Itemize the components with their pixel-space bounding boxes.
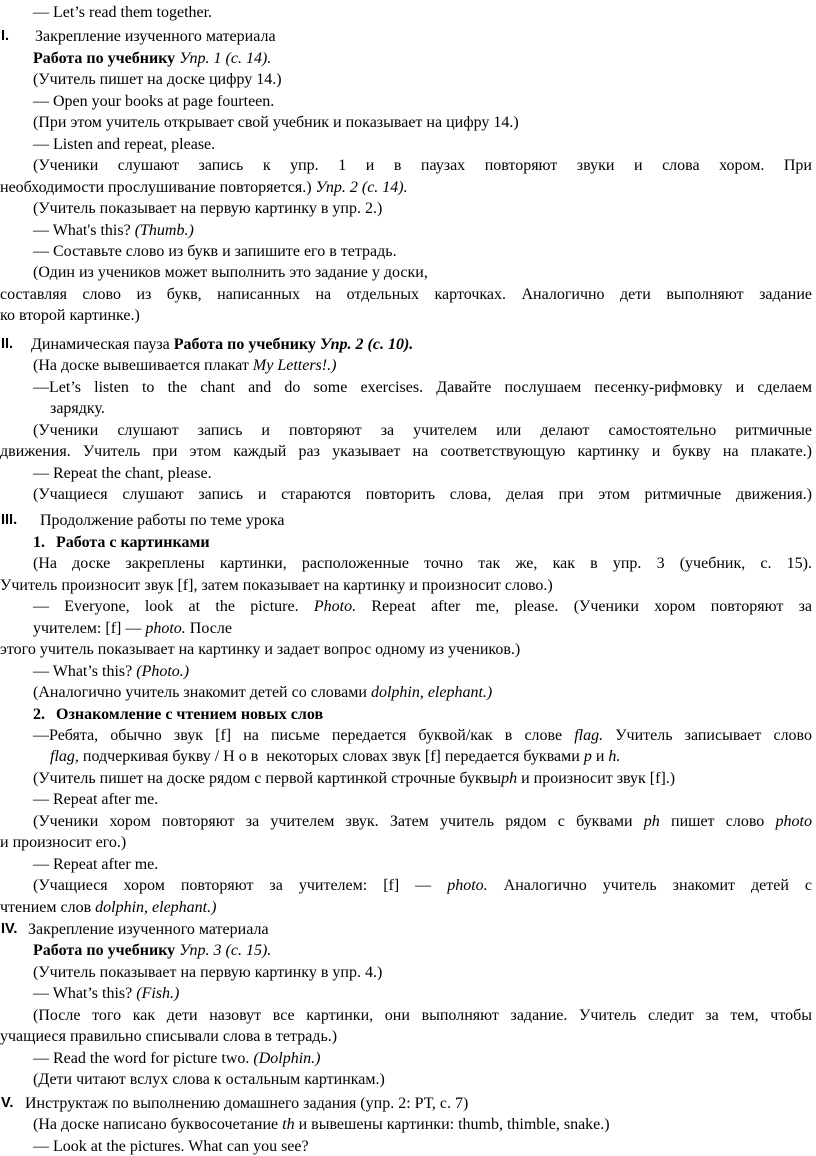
text-line: [0, 2, 816, 23]
text-segment: — Listen and repeat, please.: [33, 135, 216, 153]
text-line: [0, 746, 816, 767]
text-segment: составляя слово из букв, написанных на отдельных карточках. Аналогично дети выполняют задание: [0, 285, 812, 303]
list-marker: I.: [1, 28, 10, 45]
text-segment: и произносит его.): [0, 834, 127, 852]
text-segment: (После того как дети назовут все картинки, они выполняют задание. Учитель следит за тем, чтобы: [33, 1006, 812, 1024]
text-line: [0, 134, 816, 155]
text-segment: Учитель произносит звук [f], затем показывает на картинку и произносит слово.): [0, 576, 553, 594]
text-segment: (Ученики хором повторяют за учителем звук. Затем учитель рядом с буквами: [33, 812, 644, 830]
text-segment: flag.: [574, 726, 604, 744]
text-line: [0, 962, 816, 983]
text-segment: dolphin, elephant.): [370, 684, 493, 702]
list-marker: 2.: [33, 705, 45, 723]
text-line: [0, 1136, 816, 1156]
text-line: [0, 875, 816, 896]
text-line: [0, 48, 816, 69]
text-line: [0, 284, 816, 305]
text-segment: (Учитель пишет на доске рядом с первой картинкой строчные буквы: [33, 769, 502, 787]
text-segment: Упр. 2 (с. 10).: [319, 335, 414, 353]
text-segment: этого учитель показывает на картинку и задает вопрос одному из учеников.): [0, 641, 521, 659]
text-segment: (Дети читают вслух слова к остальным картинкам.): [33, 1071, 385, 1089]
text-line: [0, 441, 816, 462]
text-segment: (Ученики слушают запись и повторяют за учителем или делают самостоятельно ритмичные: [33, 421, 812, 439]
text-line: [0, 1005, 816, 1026]
text-segment: Photo.: [313, 598, 357, 616]
text-line: [0, 596, 816, 617]
text-segment: и произносит звук [f].): [517, 769, 676, 787]
text-segment: — Составьте слово из букв и запишите его в тетрадь.: [33, 242, 397, 260]
text-segment: (Учитель пишет на доске цифру 14.): [33, 71, 282, 89]
text-segment: После: [185, 619, 232, 637]
text-segment: h.: [608, 748, 621, 766]
text-segment: Repeat after me, please. (Ученики хором повторяют за: [356, 598, 813, 616]
text-line: [0, 262, 816, 283]
text-segment: — Repeat after me.: [33, 855, 159, 873]
text-segment: (Учащиеся хором повторяют за учителем: [f] —: [33, 877, 448, 895]
text-line: [0, 897, 816, 918]
text-line: [0, 241, 816, 262]
text-line: [0, 198, 816, 219]
text-segment: ко второй картинке.): [0, 307, 140, 325]
text-line: [0, 484, 816, 505]
text-segment: (На доске написано буквосочетание: [33, 1116, 283, 1134]
text-line: [0, 811, 816, 832]
text-segment: (При этом учитель открывает свой учебник и показывает на цифру 14.): [33, 114, 519, 132]
text-segment: пишет слово: [659, 812, 776, 830]
text-line: [0, 575, 816, 596]
text-segment: Динамическая пауза: [31, 335, 174, 353]
text-segment: (Учитель показывает на первую картинку в упр. 4.): [33, 963, 383, 981]
text-line: [0, 940, 816, 961]
text-line: [0, 919, 816, 940]
text-line: [0, 334, 816, 355]
text-line: [0, 983, 816, 1004]
text-line: [0, 155, 816, 176]
text-segment: —Let’s listen to the chant and do some exercises. Давайте послушаем песенку-рифмовку и сделаем: [33, 378, 812, 396]
text-line: [0, 220, 816, 241]
text-segment: — What's this?: [33, 221, 135, 239]
text-segment: Работа по учебнику: [33, 942, 180, 960]
text-line: [0, 91, 816, 112]
text-segment: Упр. 1 (с. 14).: [179, 49, 272, 67]
text-line: [0, 832, 816, 853]
list-marker: II.: [1, 335, 14, 352]
text-line: [0, 1114, 816, 1135]
text-line: [0, 661, 816, 682]
text-segment: (На доске вывешивается плакат: [33, 357, 253, 375]
text-line: [0, 854, 816, 875]
text-segment: —Ребята, обычно звук [f] на письме передается буквой/как в слове: [33, 726, 575, 744]
text-segment: Ознакомление с чтением новых слов: [56, 705, 324, 723]
text-segment: flag,: [50, 748, 79, 766]
text-segment: подчеркивая букву / Н о в некоторых словах звук [f] передается буквами: [78, 748, 584, 766]
text-segment: и вывешены картинки: thumb, thimble, snake.): [294, 1116, 610, 1134]
text-segment: Работа по учебнику: [33, 49, 180, 67]
text-line: [0, 553, 816, 574]
text-line: [0, 377, 816, 398]
text-segment: dolphin, elephant.): [95, 898, 217, 916]
text-segment: — Let’s read them together.: [33, 4, 213, 21]
text-segment: учителем: [f] —: [33, 619, 146, 637]
list-marker: IV.: [1, 921, 18, 938]
text-line: [0, 1069, 816, 1090]
text-segment: (Учащиеся слушают запись и стараются повторить слова, делая при этом ритмичные движения.): [33, 485, 812, 503]
text-segment: — Repeat after me.: [33, 791, 159, 809]
text-segment: Учитель записывает слово: [603, 726, 812, 744]
text-line: [0, 618, 816, 639]
list-marker: III.: [1, 512, 18, 529]
text-segment: — What’s this?: [33, 985, 137, 1003]
text-segment: photo: [775, 812, 812, 830]
text-line: [0, 510, 816, 531]
text-segment: ph: [501, 769, 518, 787]
text-line: [0, 398, 816, 419]
text-line: [0, 704, 816, 725]
text-segment: photo.: [447, 877, 488, 895]
list-marker: 1.: [33, 533, 45, 551]
text-segment: Упр. 2 (с. 14).: [315, 178, 408, 196]
text-segment: Работа по учебнику: [173, 335, 320, 353]
text-segment: учащиеся правильно списывали слова в тетрадь.): [0, 1028, 338, 1046]
text-line: [0, 1026, 816, 1047]
text-line: [0, 177, 816, 198]
text-segment: (Photo.): [136, 662, 190, 680]
text-segment: — Repeat the chant, please.: [33, 464, 212, 482]
text-line: [0, 768, 816, 789]
text-line: [0, 639, 816, 660]
text-segment: — What’s this?: [33, 662, 137, 680]
text-line: [0, 1093, 816, 1114]
text-segment: (Аналогично учитель знакомит детей со словами: [33, 684, 371, 702]
text-segment: (Thumb.): [134, 221, 194, 239]
text-line: [0, 532, 816, 553]
text-segment: p: [583, 748, 592, 766]
text-segment: (Fish.): [136, 985, 180, 1003]
text-segment: Упр. 3 (с. 15).: [179, 942, 272, 960]
text-line: [0, 725, 816, 746]
text-segment: (Dolphin.): [253, 1049, 321, 1067]
text-segment: — Everyone, look at the picture.: [33, 598, 314, 616]
text-segment: Работа с картинками: [56, 533, 210, 551]
text-segment: движения. Учитель при этом каждый раз указывает на соответствующую картинку и букву на плакате.): [0, 443, 812, 461]
list-marker: V.: [1, 1094, 14, 1111]
text-line: [0, 26, 816, 47]
text-segment: зарядку.: [50, 400, 105, 418]
text-line: [0, 69, 816, 90]
text-segment: необходимости прослушивание повторяется.): [0, 178, 316, 196]
text-line: [0, 1048, 816, 1069]
text-segment: Инструктаж по выполнению домашнего задания (упр. 2: РТ, с. 7): [25, 1094, 469, 1112]
text-segment: photo.: [145, 619, 186, 637]
text-segment: Закрепление изученного материала: [35, 28, 276, 46]
text-line: [0, 789, 816, 810]
text-segment: (Учитель показывает на первую картинку в упр. 2.): [33, 200, 383, 218]
text-segment: ph: [643, 812, 660, 830]
text-line: [0, 112, 816, 133]
text-segment: — Read the word for picture two.: [33, 1049, 254, 1067]
text-line: [0, 305, 816, 326]
text-segment: чтением слов: [0, 898, 96, 916]
text-segment: и: [591, 748, 609, 766]
text-segment: — Open your books at page fourteen.: [33, 92, 275, 110]
text-segment: (На доске закреплены картинки, расположенные точно так же, как в упр. 3 (учебник, с. 15).: [33, 555, 812, 573]
text-line: [0, 463, 816, 484]
text-segment: Аналогично учитель знакомит детей с: [487, 877, 812, 895]
text-segment: (Ученики слушают запись к упр. 1 и в паузах повторяют звуки и слова хором. При: [33, 157, 812, 175]
text-segment: Продолжение работы по теме урока: [40, 512, 285, 530]
text-line: [0, 355, 816, 376]
text-segment: Закрепление изученного материала: [28, 921, 269, 939]
text-line: [0, 420, 816, 441]
text-segment: — Look at the pictures. What can you see?: [33, 1137, 309, 1155]
text-segment: th: [282, 1116, 295, 1134]
text-segment: My Letters!.): [252, 357, 337, 375]
text-segment: (Один из учеников может выполнить это задание у доски,: [33, 264, 428, 282]
text-line: [0, 682, 816, 703]
